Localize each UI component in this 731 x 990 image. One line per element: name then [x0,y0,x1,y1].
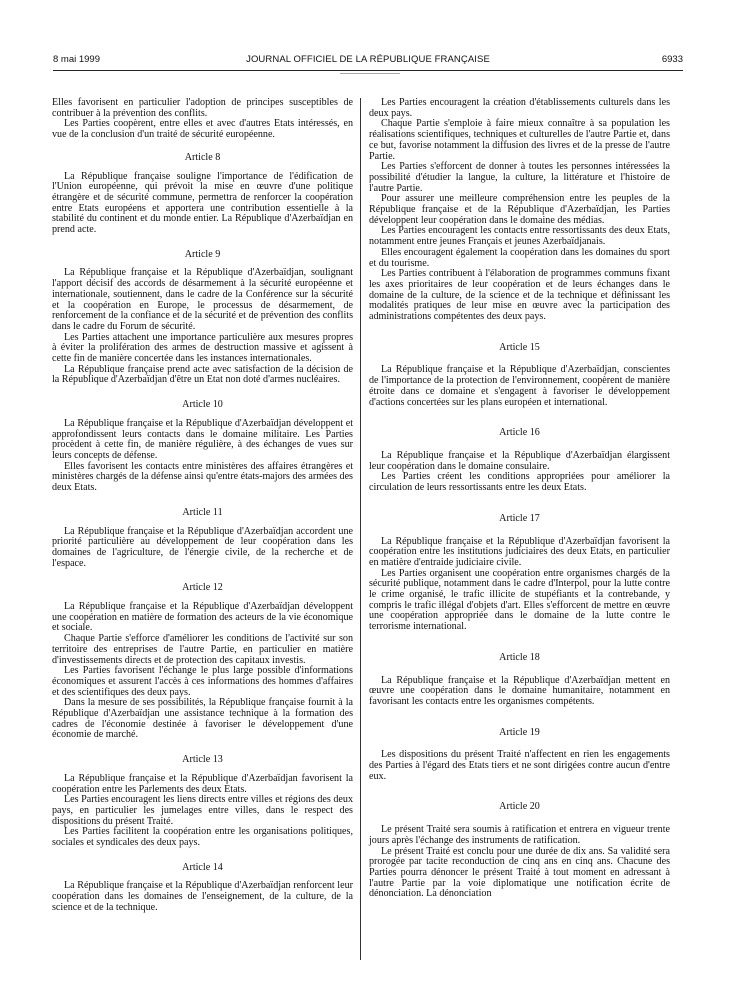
article-heading: Article 16 [499,427,540,439]
article-heading: Article 9 [184,248,221,260]
header-rule [53,70,683,71]
paragraph: Les dispositions du présent Traité n'affectent en rien les engagements des Parties à l'égard des Etats tiers et ne sont dirigées contre aucun d'entre eux. [369,749,670,782]
header-title: JOURNAL OFFICIEL DE LA RÉPUBLIQUE FRANÇAISE [246,54,490,65]
article-heading: Article 8 [184,151,221,163]
paragraph: Les Parties créent les conditions appropriées pour améliorer la circulation de leurs ressortissants entre les deux Etats. [369,471,670,494]
paragraph: La République française et la République d'Azerbaïdjan mettent en œuvre une coopération dans le domaine humanitaire, notamment en favorisant les contacts entre les organismes compétents. [369,674,670,707]
left-column [52,98,353,914]
article-heading: Article 18 [499,651,540,663]
article-heading: Article 13 [182,754,223,766]
paragraph: La République française et la République d'Azerbaïdjan élargissent leur coopération dans le domaine consulaire. [369,449,670,472]
paragraph: Elles favorisent les contacts entre ministères des affaires étrangères et ministères chargés de la défense ainsi qu'entre états-majors des armées des deux Etats. [52,460,353,494]
article-heading: Article 15 [499,341,540,353]
paragraph: Les Parties organisent une coopération entre organismes chargés de la sécurité publique, notamment dans le cadre d'Interpol, pour la lutte contre le crime organisé, le trafic illicite de stupéfiants et la contrebande, y compris le trafic illégal d'objets d'art. Elles s'efforcent de mettre en œuvre une coopération appropriée dans le domaine de la lutte contre le terrorisme international. [369,567,670,633]
paragraph: La République française et la République d'Azerbaïdjan renforcent leur coopération dans les domaines de l'enseignement, de la culture, de la science et de la technique. [52,880,353,913]
paragraph: Pour assurer une meilleure compréhension entre les peuples de la République française et de la République d'Azerbaïdjan, les Parties développent leur coopération dans le domaine des médias. [369,193,670,226]
article-heading: Article 12 [182,582,223,594]
paragraph: Les Parties encouragent les liens directs entre villes et régions des deux pays, en particulier les jumelages entre villes, dans le respect des dispositions du présent Traité. [52,794,353,827]
paragraph: La République française et la République d'Azerbaïdjan, soulignant l'apport décisif des accords de désarmement à la sécurité européenne et internationale, soutiennent, dans le cadre de la Conférence sur la sécurité et la coopération en Europe, le processus de désarmement, de renforcement de la confiance et de la sécurité et de prévention des conflits dans le cadre du Forum de sécurité. [52,267,353,332]
article-heading: Article 19 [499,726,540,738]
paragraph: La République française et la République d'Azerbaïdjan accordent une priorité particulière au développement de leur coopération dans les domaines de l'agriculture, de l'énergie civile, de la recherche et de l'espace. [52,525,353,569]
paragraph: La République française et la République d'Azerbaïdjan développent et approfondissent leurs contacts dans le domaine militaire. Les Parties procèdent à cette fin, de manière régulière, à des échanges de vues sur leurs concepts de défense. [52,417,353,461]
paragraph: Les Parties encouragent les contacts entre ressortissants des deux Etats, notamment entre jeunes Français et jeunes Azerbaïdjanais. [369,225,670,248]
paragraph: La République française prend acte avec satisfaction de la décision de la République d'Azerbaïdjan d'être un Etat non doté d'armes nucléaires. [52,363,353,386]
paragraph: Dans la mesure de ses possibilités, la République française fournit à la République d'Azerbaïdjan une assistance technique à la formation des cadres de l'économie destinée à favoriser le développement d'une économie de marché. [52,697,353,741]
paragraph: Les Parties s'efforcent de donner à toutes les personnes intéressées la possibilité d'étudier la langue, la culture, la littérature et l'histoire de l'autre Partie. [369,161,670,194]
paragraph: Les Parties facilitent la coopération entre les organisations politiques, sociales et syndicales des deux pays. [52,826,353,849]
paragraph: Elles favorisent en particulier l'adoption de principes susceptibles de contribuer à la prévention des conflits. [52,97,353,119]
paragraph: Le présent Traité sera soumis à ratification et entrera en vigueur trente jours après l'échange des instruments de ratification. [369,824,670,846]
column-divider [360,98,361,960]
right-column [369,98,670,900]
paragraph: Les Parties contribuent à l'élaboration de programmes communs fixant les axes prioritaires de leur coopération et de leurs échanges dans le domaine de la culture, de la science et de la technique et définissant les modalités pratiques de leur mise en œuvre avec la participation des administrations compétentes des deux pays. [369,268,670,323]
header-ornament-rule [340,73,400,74]
paragraph: Les Parties coopèrent, entre elles et avec d'autres Etats intéressés, en vue de la conclusion d'un traité de sécurité européenne. [52,118,353,141]
paragraph: La République française et la République d'Azerbaïdjan, conscientes de l'importance de la protection de l'environnement, coopèrent de manière étroite dans ce domaine et s'engagent à favoriser le développement d'actions concertées sur les plans européen et international. [369,364,670,408]
article-heading: Article 14 [182,861,223,873]
paragraph: La République française et la République d'Azerbaïdjan développent une coopération en matière de formation des acteurs de la vie économique et sociale. [52,601,353,634]
paragraph: La République française et la République d'Azerbaïdjan favorisent la coopération entre les institutions judiciaires des deux Etats, en particulier en matière d'entraide judiciaire civile. [369,535,670,568]
header-date: 8 mai 1999 [53,54,101,65]
article-heading: Article 10 [182,399,223,411]
paragraph: Le présent Traité est conclu pour une durée de dix ans. Sa validité sera prorogée par tacite reconduction de cinq ans en cinq ans. Chacune des Parties pourra dénoncer le présent Traité à tout moment en adressant à l'autre Partie par la voie diplomatique une notification écrite de dénonciation. La dénonciation [369,845,670,900]
paragraph: Chaque Partie s'emploie à faire mieux connaître à sa population les réalisations scientifiques, techniques et culturelles de l'autre Partie et, dans ce but, favorise notamment la diffusion des livres et de la presse de l'autre Partie. [369,118,670,162]
page-header [53,54,683,70]
paragraph: Les Parties favorisent l'échange le plus large possible d'informations économiques et assurent l'accès à ces informations des hommes d'affaires et des scientifiques des deux pays. [52,665,353,698]
paragraph: La République française et la République d'Azerbaïdjan favorisent la coopération entre les Parlements des deux Etats. [52,772,353,795]
article-heading: Article 17 [499,512,540,524]
paragraph: Elles encouragent également la coopération dans les domaines du sport et du tourisme. [369,246,670,269]
paragraph: La République française souligne l'importance de l'édification de l'Union européenne, qui prévoit la mise en œuvre d'une politique étrangère et de sécurité commune, permettra de renforcer la coopération entre Etats européens et apportera une contribution essentielle à la stabilité du continent et du monde entier. La République d'Azerbaïdjan en prend acte. [52,170,353,236]
header-page-number: 6933 [661,54,683,65]
article-heading: Article 20 [499,801,540,813]
article-heading: Article 11 [182,506,223,518]
paragraph: Les Parties attachent une importance particulière aux mesures propres à éviter la prolifération des armes de destruction massive et agissent à cette fin de manière concertée dans les instances internationales. [52,331,353,365]
paragraph: Chaque Partie s'efforce d'améliorer les conditions de l'activité sur son territoire des entreprises de l'autre Partie, en particulier en matière d'investissements directs et de protection des capitaux investis. [52,633,353,666]
paragraph: Les Parties encouragent la création d'établissements culturels dans les deux pays. [369,97,670,119]
